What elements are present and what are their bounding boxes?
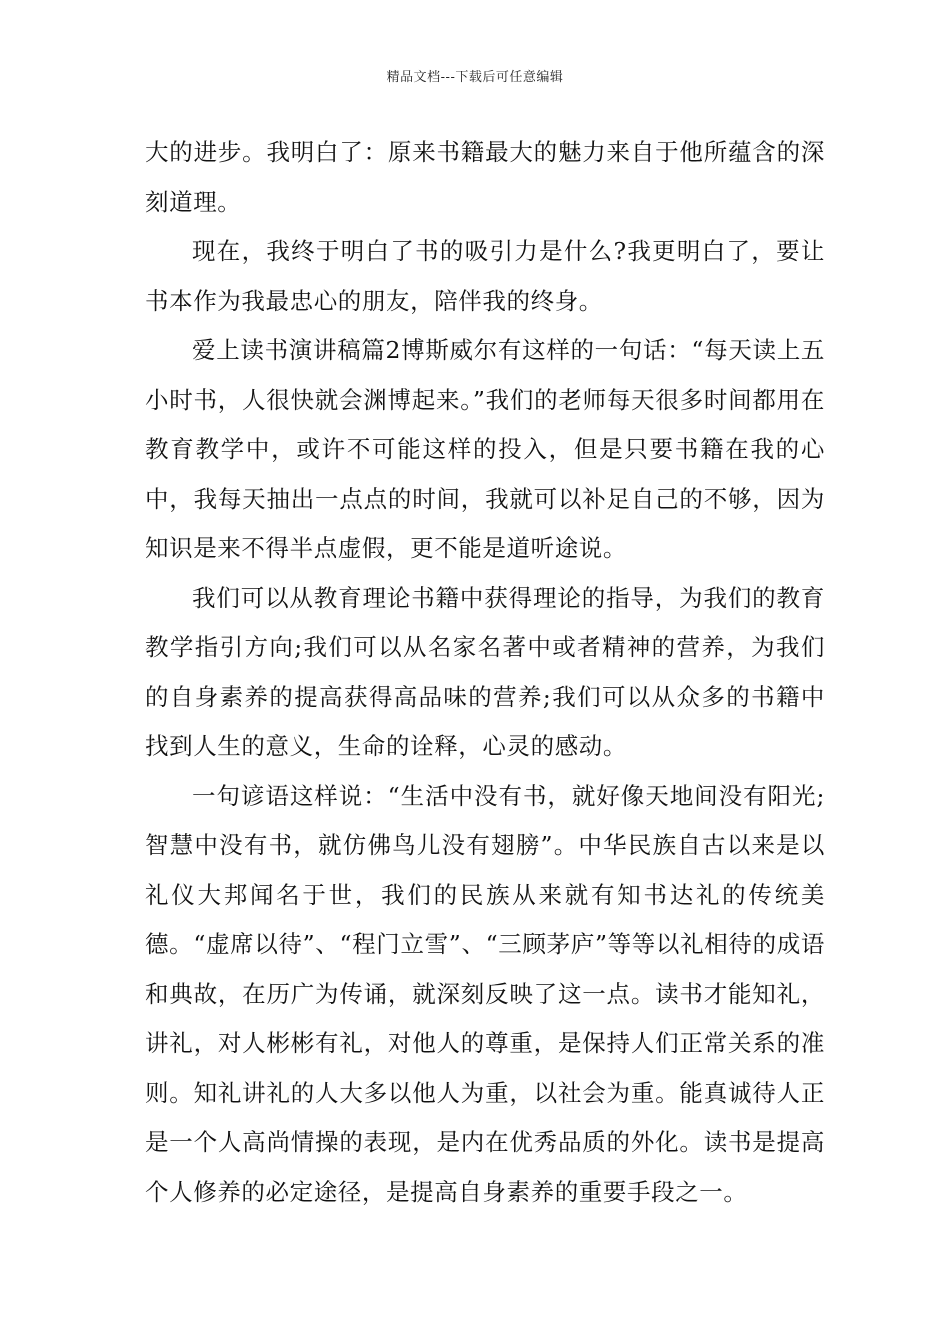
document-body (145, 128, 825, 1217)
paragraph-continuation: 大的进步。我明白了：原来书籍最大的魅力来自于他所蕴含的深刻道理。 (145, 138, 825, 216)
paragraph-education-books: 我们可以从教育理论书籍中获得理论的指导，为我们的教育教学指引方向;我们可以从名家名著中或者精神的营养，为我们的自身素养的提高获得高品味的营养;我们可以从众多的书籍中找到人生的意义，生命的诠释，心灵的感动。 (145, 583, 825, 760)
paragraph-realization: 现在，我终于明白了书的吸引力是什么?我更明白了，要让书本作为我最忠心的朋友，陪伴我的终身。 (145, 237, 825, 315)
paragraph-speech-title: 爱上读书演讲稿篇2博斯威尔有这样的一句话：“每天读上五小时书，人很快就会渊博起来。”我们的老师每天很多时间都用在教育教学中，或许不可能这样的投入，但是只要书籍在我的心中，我每天抽出一点点的时间，我就可以补足自己的不够，因为知识是来不得半点虚假，更不能是道听途说。 (145, 336, 825, 562)
paragraph-proverb: 一句谚语这样说：“生活中没有书，就好像天地间没有阳光;智慧中没有书，就仿佛鸟儿没有翅膀”。中华民族自古以来是以礼仪大邦闻名于世，我们的民族从来就有知书达礼的传统美德。“虚席以待”、“程门立雪”、“三顾茅庐”等等以礼相待的成语和典故，在历广为传诵，就深刻反映了这一点。读书才能知礼，讲礼，对人彬彬有礼，对他人的尊重，是保持人们正常关系的准则。知礼讲礼的人大多以他人为重，以社会为重。能真诚待人正是一个人高尚情操的表现，是内在优秀品质的外化。读书是提高个人修养的必定途径，是提高自身素养的重要手段之一。 (145, 781, 825, 1206)
page-header: 精品文档---下载后可任意编辑 (386, 70, 564, 85)
